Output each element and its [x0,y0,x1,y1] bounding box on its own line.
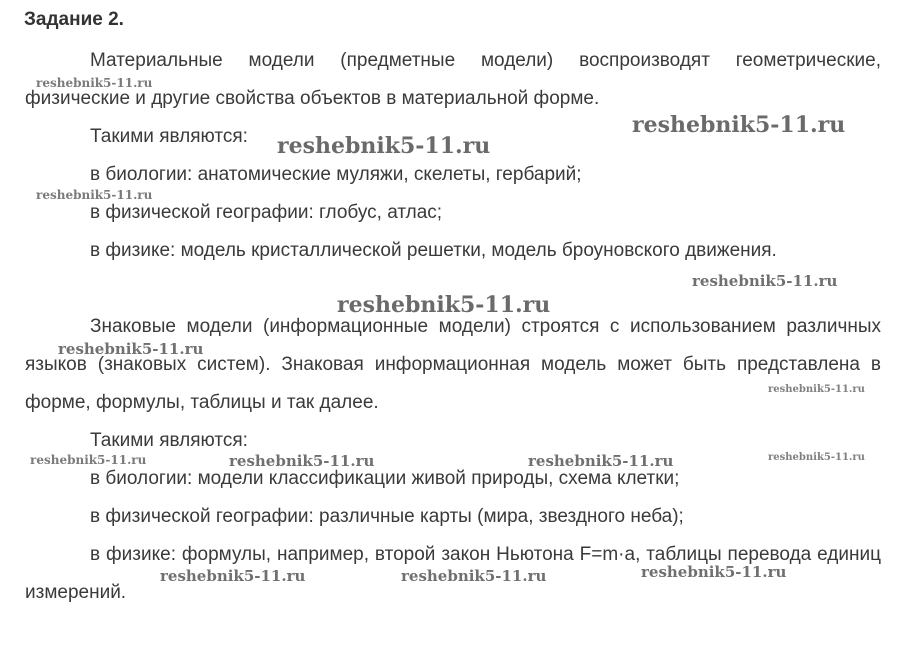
paragraph-biology-1: в биологии: анатомические муляжи, скелеты, гербарий; [90,164,582,185]
watermark: reshebnik5-11.ru [229,452,375,470]
paragraph-material-models: Материальные модели (предметные модели) воспроизводят геометрические, физические и другие свойства объектов в материальной форме. [25,50,881,109]
watermark: reshebnik5-11.ru [277,133,491,159]
watermark: reshebnik5-11.ru [160,567,306,585]
watermark: reshebnik5-11.ru [528,452,674,470]
watermark: reshebnik5-11.ru [36,188,153,202]
paragraph-physics-2: в физике: формулы, например, второй закон Ньютона F=m·a, таблицы перевода единиц измерений. [25,544,881,603]
watermark: reshebnik5-11.ru [401,567,547,585]
watermark: reshebnik5-11.ru [692,272,838,290]
watermark: reshebnik5-11.ru [30,453,147,467]
paragraph-biology-2: в биологии: модели классификации живой природы, схема клетки; [90,468,680,489]
watermark: reshebnik5-11.ru [641,563,787,581]
watermark: reshebnik5-11.ru [337,292,551,318]
watermark: reshebnik5-11.ru [58,340,204,358]
paragraph-geography-2: в физической географии: различные карты (мира, звездного неба); [90,506,684,527]
paragraph-sign-models: Знаковые модели (информационные модели) строятся с использованием различных языков (знаковых систем). Знаковая информационная модель может быть представлена в форме, формулы, таблицы и так далее. [25,316,881,413]
task-heading: Задание 2. [24,9,124,30]
watermark: reshebnik5-11.ru [36,76,153,90]
watermark: reshebnik5-11.ru [768,384,865,395]
watermark: reshebnik5-11.ru [632,112,846,138]
watermark: reshebnik5-11.ru [768,452,865,463]
paragraph-examples-intro-1: Такими являются: [90,126,248,147]
paragraph-physics-1: в физике: модель кристаллической решетки, модель броуновского движения. [90,240,777,261]
paragraph-examples-intro-2: Такими являются: [90,430,248,451]
paragraph-geography-1: в физической географии: глобус, атлас; [90,202,443,223]
